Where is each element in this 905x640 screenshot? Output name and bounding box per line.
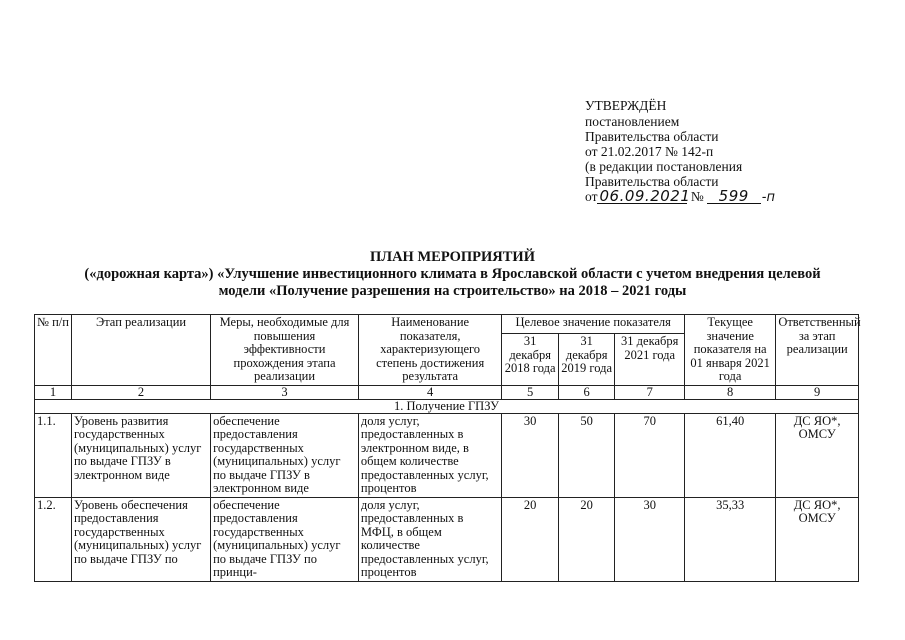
row-measures	[211, 413, 359, 497]
row-value-2019: 50	[558, 413, 615, 497]
header-indicator: Наименование показателя, характеризующего степень достижения результата	[358, 315, 501, 386]
approval-line: Правительства области	[585, 129, 719, 144]
row-indicator-text: доля услуг, предоставленных в МФЦ, в общем количестве предоставленных услуг, процентов	[360, 498, 489, 579]
row-number: 1.1.	[35, 413, 72, 497]
row-measures-text: обеспечение предоставления государственных (муниципальных) услуг по выдаче ГПЗУ по принци-	[213, 498, 341, 579]
header-year-2021: 31 декабря 2021 года	[615, 334, 685, 385]
approval-line: (в редакции постановления	[585, 159, 743, 174]
header-current-value: Текущее значение показателя на 01 января 2021 года	[685, 315, 776, 386]
row-stage-text: Уровень обеспечения предоставления государственных (муниципальных) услуг по выдаче ГПЗУ по	[73, 498, 202, 566]
header-measures: Меры, необходимые для повышения эффективности прохождения этапа реализации	[211, 315, 359, 386]
header-target-value: Целевое значение показателя	[502, 315, 685, 334]
row-responsible: ДС ЯО*, ОМСУ	[776, 413, 859, 497]
row-value-2018: 30	[502, 413, 559, 497]
column-number: 2	[71, 385, 210, 399]
row-number: 1.2.	[35, 497, 72, 581]
header-stage: Этап реализации	[71, 315, 210, 386]
approval-line: Правительства области	[585, 174, 719, 189]
column-number: 1	[35, 385, 72, 399]
section-row	[35, 399, 859, 413]
column-number: 6	[558, 385, 615, 399]
row-responsible: ДС ЯО*, ОМСУ	[776, 497, 859, 581]
approval-line: постановлением	[585, 114, 680, 129]
column-number: 4	[358, 385, 501, 399]
approval-prefix: от	[585, 189, 598, 204]
header-year-2018: 31 декабря 2018 года	[502, 334, 559, 385]
title-subheading: модели «Получение разрешения на строительство» на 2018 – 2021 годы	[218, 283, 687, 299]
column-number: 7	[615, 385, 685, 399]
column-number: 5	[502, 385, 559, 399]
table-row	[35, 497, 859, 581]
column-number: 3	[211, 385, 359, 399]
row-value-2018: 20	[502, 497, 559, 581]
document-title	[40, 249, 865, 300]
approval-amendment-line	[585, 189, 885, 205]
title-subheading: («дорожная карта») «Улучшение инвестиционного климата в Ярославской области с учетом внедрения целевой	[84, 266, 821, 282]
approval-number-sign: №	[690, 189, 704, 204]
row-measures-text: обеспечение предоставления государственных (муниципальных) услуг по выдаче ГПЗУ в электронном виде	[213, 414, 341, 495]
row-measures	[211, 497, 359, 581]
row-stage	[71, 497, 210, 581]
table-row	[35, 413, 859, 497]
section-title: 1. Получение ГПЗУ	[35, 399, 859, 413]
row-value-2021: 70	[615, 413, 685, 497]
row-stage	[71, 413, 210, 497]
header-year-2019: 31 декабря 2019 года	[558, 334, 615, 385]
row-indicator	[358, 413, 501, 497]
approval-approved: УТВЕРЖДЁН	[585, 98, 667, 113]
column-number-row	[35, 385, 859, 399]
row-current-value: 35,33	[685, 497, 776, 581]
column-number: 8	[685, 385, 776, 399]
row-indicator-text: доля услуг, предоставленных в электронном виде, в общем количестве предоставленных услуг, процентов	[360, 414, 489, 495]
title-heading: ПЛАН МЕРОПРИЯТИЙ	[370, 249, 535, 265]
row-indicator	[358, 497, 501, 581]
roadmap-table	[34, 314, 859, 582]
row-stage-text: Уровень развития государственных (муниципальных) услуг по выдаче ГПЗУ в электронном виде	[73, 414, 202, 482]
approval-stamp	[585, 98, 885, 205]
header-responsible: Ответственный за этап реализации	[776, 315, 859, 386]
row-value-2021: 30	[615, 497, 685, 581]
approval-suffix: -п	[761, 190, 775, 205]
row-value-2019: 20	[558, 497, 615, 581]
header-num: № п/п	[35, 315, 72, 386]
row-current-value: 61,40	[685, 413, 776, 497]
handwritten-number: 599	[707, 189, 761, 204]
handwritten-date: 06.09.2021	[599, 187, 691, 205]
column-number: 9	[776, 385, 859, 399]
approval-line: от 21.02.2017 № 142-п	[585, 144, 714, 159]
